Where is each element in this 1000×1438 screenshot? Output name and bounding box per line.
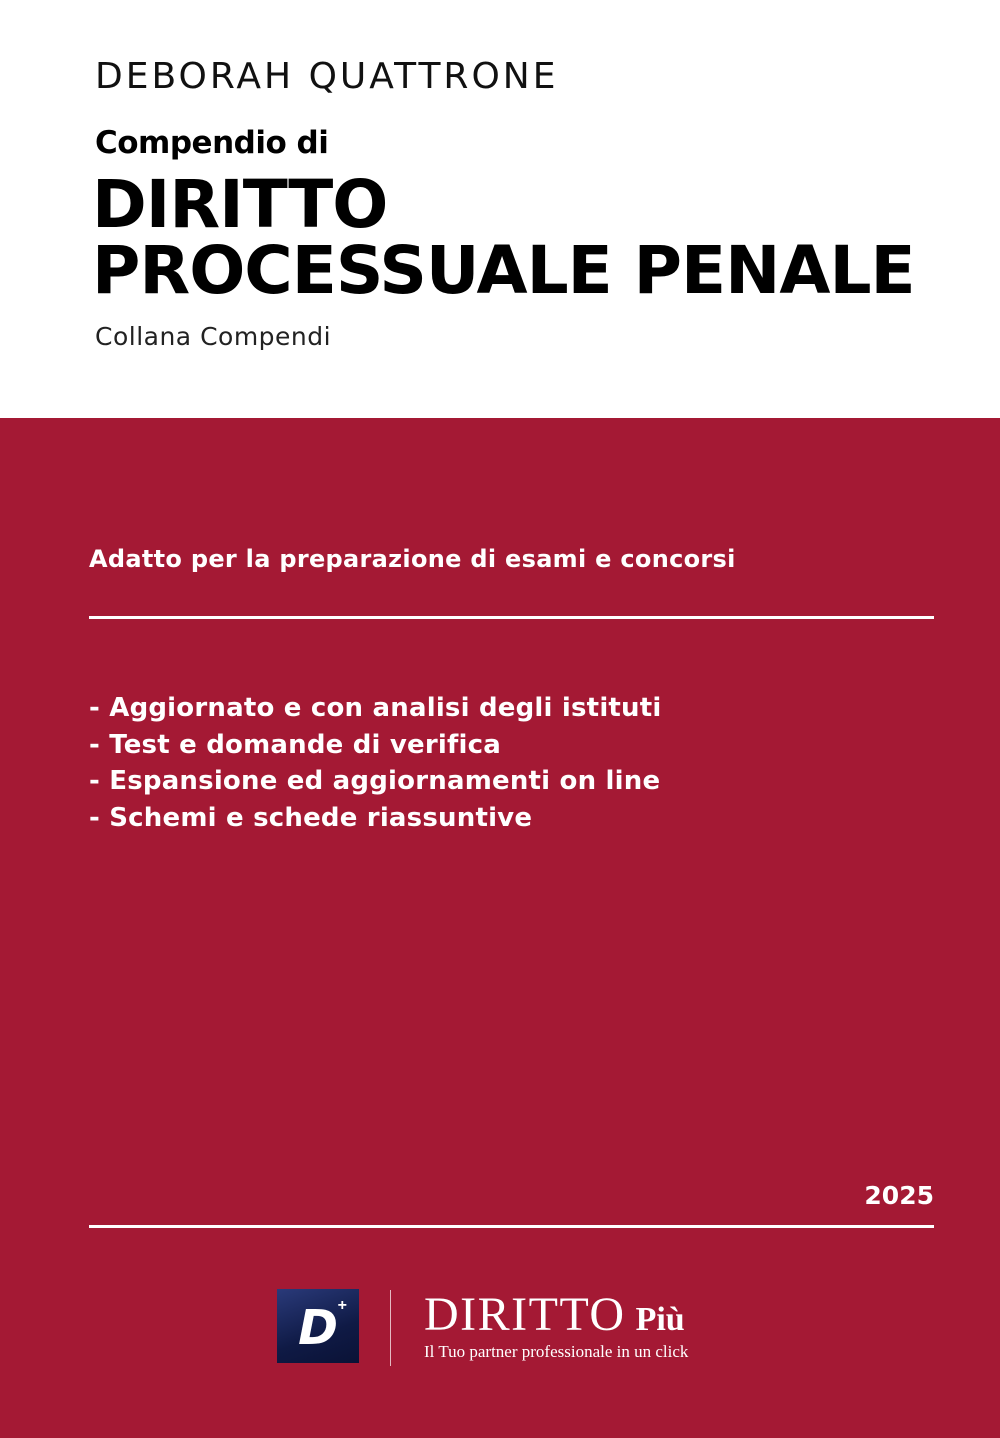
feature-item: - Espansione ed aggiornamenti on line — [89, 766, 661, 796]
publisher-name: DIRITTO — [424, 1288, 626, 1341]
feature-item: - Schemi e schede riassuntive — [89, 802, 533, 833]
cover-subtitle: Adatto per la preparazione di esami e concorsi — [89, 545, 736, 573]
divider-top — [89, 616, 934, 619]
book-title — [92, 166, 915, 309]
pre-title: Compendio di — [95, 125, 329, 161]
series-name: Collana Compendi — [95, 322, 332, 351]
author-name: DEBORAH QUATTRONE — [95, 56, 559, 97]
feature-item: - Test e domande di verifica — [89, 729, 501, 760]
book-title-line-1: DIRITTO — [92, 166, 388, 243]
logo-letter: D — [298, 1300, 338, 1356]
logo-plus: + — [337, 1297, 347, 1314]
logo-divider — [390, 1290, 391, 1366]
divider-bottom — [89, 1225, 934, 1228]
feature-item: - Aggiornato e con analisi degli istituti — [89, 693, 662, 723]
features-list — [89, 690, 662, 836]
cover-top-section — [0, 0, 1000, 418]
publisher-brand — [424, 1287, 685, 1342]
publisher-d-plus-icon — [277, 1289, 359, 1363]
edition-year: 2025 — [864, 1181, 934, 1210]
publisher-name-suffix: Più — [635, 1301, 685, 1338]
publisher-tagline: Il Tuo partner professionale in un click — [424, 1342, 689, 1361]
book-title-line-2: PROCESSUALE PENALE — [92, 232, 915, 309]
